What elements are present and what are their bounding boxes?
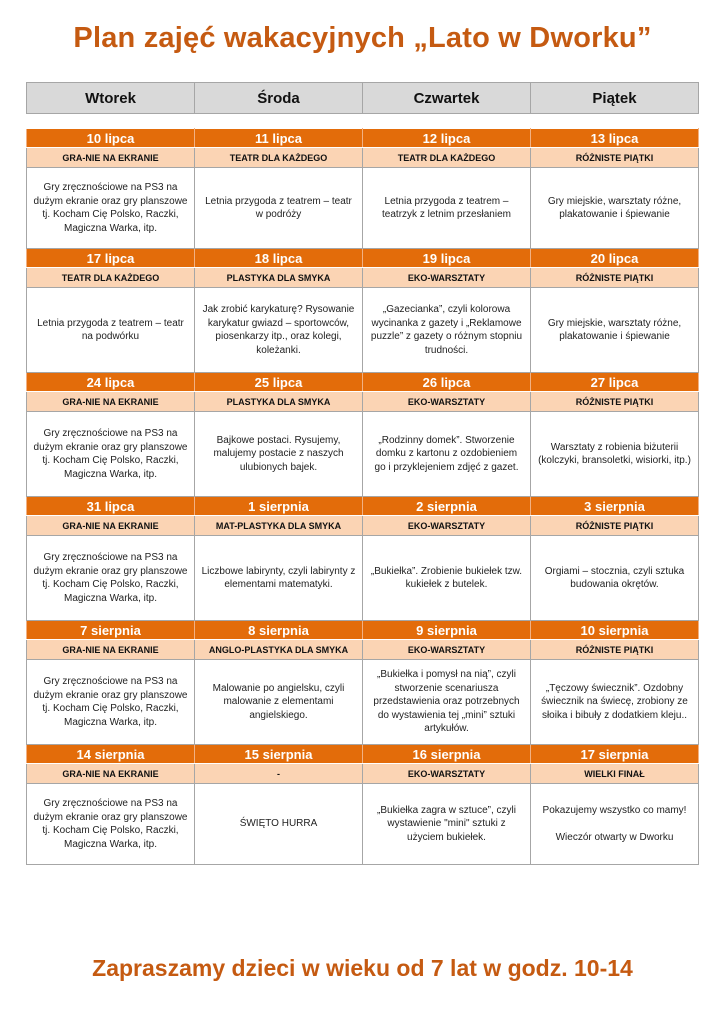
category-cell: GRA-NIE NA EKRANIE [27,640,195,660]
category-cell: MAT-PLASTYKA DLA SMYKA [195,516,363,536]
date-row [27,373,699,392]
description-cell: Gry zręcznościowe na PS3 na dużym ekranie oraz gry planszowe tj. Kocham Cię Polsko, Raczki, Magiczna Warka, itp. [27,412,195,497]
date-cell: 13 lipca [531,129,699,148]
date-cell: 11 lipca [195,129,363,148]
date-cell: 12 lipca [363,129,531,148]
description-cell: Letnia przygoda z teatrem – teatr w podróży [195,168,363,249]
description-row [27,168,699,249]
category-cell: RÓŻNISTE PIĄTKI [531,640,699,660]
category-cell: GRA-NIE NA EKRANIE [27,148,195,168]
description-cell: Malowanie po angielsku, czyli malowanie z elementami angielskiego. [195,660,363,745]
category-cell: PLASTYKA DLA SMYKA [195,268,363,288]
schedule-table [26,128,699,865]
description-cell: Gry zręcznościowe na PS3 na dużym ekranie oraz gry planszowe tj. Kocham Cię Polsko, Raczki, Magiczna Warka, itp. [27,536,195,621]
weekday-header: Środa [195,83,363,114]
category-cell: GRA-NIE NA EKRANIE [27,392,195,412]
description-cell: Gry miejskie, warsztaty różne, plakatowanie i śpiewanie [531,288,699,373]
category-row [27,148,699,168]
description-cell: Letnia przygoda z teatrem – teatrzyk z letnim przesłaniem [363,168,531,249]
date-cell: 16 sierpnia [363,745,531,764]
date-cell: 19 lipca [363,249,531,268]
date-cell: 17 lipca [27,249,195,268]
description-cell: Orgiami – stocznia, czyli sztuka budowania okrętów. [531,536,699,621]
description-cell: Warsztaty z robienia biżuterii (kolczyki, bransoletki, wisiorki, itp.) [531,412,699,497]
category-cell: RÓŻNISTE PIĄTKI [531,392,699,412]
date-row [27,621,699,640]
description-cell: Gry zręcznościowe na PS3 na dużym ekranie oraz gry planszowe tj. Kocham Cię Polsko, Raczki, Magiczna Warka, itp. [27,784,195,865]
date-cell: 20 lipca [531,249,699,268]
date-cell: 25 lipca [195,373,363,392]
category-cell: EKO-WARSZTATY [363,268,531,288]
category-cell: - [195,764,363,784]
date-row [27,497,699,516]
description-cell: Jak zrobić karykaturę? Rysowanie karykatur gwiazd – sportowców, piosenkarzy itp., oraz kolegi, koleżanki. [195,288,363,373]
weekday-header: Piątek [531,83,699,114]
description-cell: „Rodzinny domek”. Stworzenie domku z kartonu z ozdobieniem go i przyklejeniem zdjęć z gazet. [363,412,531,497]
category-cell: TEATR DLA KAŻDEGO [27,268,195,288]
category-row [27,640,699,660]
category-cell: RÓŻNISTE PIĄTKI [531,148,699,168]
date-cell: 1 sierpnia [195,497,363,516]
date-cell: 14 sierpnia [27,745,195,764]
category-cell: TEATR DLA KAŻDEGO [195,148,363,168]
category-cell: EKO-WARSZTATY [363,392,531,412]
description-cell: ŚWIĘTO HURRA [195,784,363,865]
page-title: Plan zajęć wakacyjnych „Lato w Dworku” [73,22,652,54]
date-cell: 10 sierpnia [531,621,699,640]
date-cell: 27 lipca [531,373,699,392]
category-cell: EKO-WARSZTATY [363,640,531,660]
description-cell: „Bukiełka i pomysł na nią”, czyli stworzenie scenariusza przedstawienia oraz potrzebnych do wystawienia tej „mini” sztuki artykułów. [363,660,531,745]
description-cell: Bajkowe postaci. Rysujemy, malujemy postacie z naszych ulubionych bajek. [195,412,363,497]
date-cell: 31 lipca [27,497,195,516]
description-row [27,536,699,621]
description-cell: „Bukiełka”. Zrobienie bukiełek tzw. kukiełek z butelek. [363,536,531,621]
date-cell: 18 lipca [195,249,363,268]
category-cell: GRA-NIE NA EKRANIE [27,516,195,536]
date-row [27,745,699,764]
date-cell: 9 sierpnia [363,621,531,640]
date-cell: 3 sierpnia [531,497,699,516]
category-cell: WIELKI FINAŁ [531,764,699,784]
date-cell: 7 sierpnia [27,621,195,640]
category-cell: RÓŻNISTE PIĄTKI [531,516,699,536]
description-cell: Gry zręcznościowe na PS3 na dużym ekranie oraz gry planszowe tj. Kocham Cię Polsko, Raczki, Magiczna Warka, itp. [27,168,195,249]
invitation-footer: Zapraszamy dzieci w wieku od 7 lat w godz. 10-14 [92,955,633,981]
description-cell: Gry zręcznościowe na PS3 na dużym ekranie oraz gry planszowe tj. Kocham Cię Polsko, Raczki, Magiczna Warka, itp. [27,660,195,745]
weekday-header-row [27,83,699,114]
description-row [27,412,699,497]
date-row [27,129,699,148]
category-row [27,392,699,412]
category-cell: EKO-WARSZTATY [363,516,531,536]
date-cell: 2 sierpnia [363,497,531,516]
date-cell: 8 sierpnia [195,621,363,640]
category-row [27,268,699,288]
weekday-header: Czwartek [363,83,531,114]
date-cell: 15 sierpnia [195,745,363,764]
date-cell: 17 sierpnia [531,745,699,764]
date-cell: 10 lipca [27,129,195,148]
description-cell: „Bukiełka zagra w sztuce”, czyli wystawienie "mini" sztuki z użyciem bukiełek. [363,784,531,865]
category-cell: TEATR DLA KAŻDEGO [363,148,531,168]
category-row [27,764,699,784]
category-cell: EKO-WARSZTATY [363,764,531,784]
description-cell: Gry miejskie, warsztaty różne, plakatowanie i śpiewanie [531,168,699,249]
category-row [27,516,699,536]
description-cell: Pokazujemy wszystko co mamy! Wieczór otwarty w Dworku [531,784,699,865]
category-cell: ANGLO-PLASTYKA DLA SMYKA [195,640,363,660]
description-row [27,660,699,745]
category-cell: GRA-NIE NA EKRANIE [27,764,195,784]
description-row [27,288,699,373]
date-cell: 26 lipca [363,373,531,392]
date-row [27,249,699,268]
date-cell: 24 lipca [27,373,195,392]
category-cell: PLASTYKA DLA SMYKA [195,392,363,412]
weekday-header-table [26,82,699,114]
description-cell: „Gazecianka”, czyli kolorowa wycinanka z gazety i „Reklamowe puzzle” z gazety o różnym stopniu trudności. [363,288,531,373]
category-cell: RÓŻNISTE PIĄTKI [531,268,699,288]
description-row [27,784,699,865]
description-cell: Liczbowe labirynty, czyli labirynty z elementami matematyki. [195,536,363,621]
description-cell: „Tęczowy świecznik”. Ozdobny świecznik na świecę, zrobiony ze słoika i bibuły z dodatkiem kleju.. [531,660,699,745]
weekday-header: Wtorek [27,83,195,114]
description-cell: Letnia przygoda z teatrem – teatr na podwórku [27,288,195,373]
